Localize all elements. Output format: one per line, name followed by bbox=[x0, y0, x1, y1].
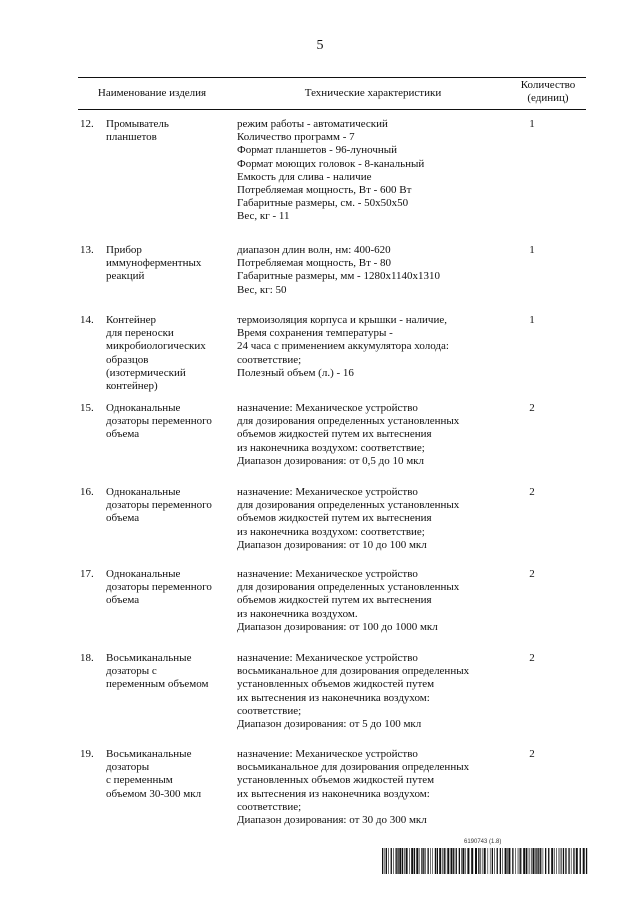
row-name-line: для переноски bbox=[106, 327, 174, 340]
barcode-bar bbox=[490, 848, 491, 874]
row-spec-line: назначение: Механическое устройство bbox=[237, 652, 418, 664]
barcode-bar bbox=[382, 848, 383, 874]
row-spec-line: назначение: Механическое устройство bbox=[237, 486, 418, 498]
row-number: 19. bbox=[80, 748, 94, 760]
barcode-bar bbox=[523, 848, 525, 874]
barcode-bar bbox=[475, 848, 477, 874]
barcode-bar bbox=[391, 848, 392, 874]
barcode-bar bbox=[512, 848, 513, 874]
table-row bbox=[78, 568, 586, 652]
header-name: Наименование изделия bbox=[97, 87, 207, 99]
barcode-label: 6190743 (1.8) bbox=[464, 839, 502, 845]
row-spec bbox=[237, 486, 507, 552]
row-spec-line: Габаритные размеры, мм - 1280х1140х1310 bbox=[237, 270, 441, 283]
barcode-bar bbox=[462, 848, 464, 874]
row-qty: 2 bbox=[529, 748, 535, 760]
table-row bbox=[78, 402, 586, 486]
barcode-bar bbox=[543, 848, 544, 874]
row-qty: 2 bbox=[529, 486, 535, 498]
header-spec: Технические характеристики bbox=[304, 87, 442, 99]
barcode-bar bbox=[526, 848, 527, 874]
row-name bbox=[106, 314, 228, 393]
row-spec-line: установленных объемов жидкостей путем bbox=[237, 678, 435, 691]
barcode-bar bbox=[540, 848, 541, 874]
row-spec-line: из наконечника воздухом: соответствие; bbox=[237, 441, 425, 454]
barcode-bar bbox=[536, 848, 537, 874]
barcode-bar bbox=[580, 848, 581, 874]
row-spec-line: назначение: Механическое устройство bbox=[237, 748, 418, 760]
row-spec-line: Диапазон дозирования: от 5 до 100 мкл bbox=[237, 718, 422, 731]
barcode-bar bbox=[396, 848, 397, 874]
row-spec-line: восьмиканальное для дозирования определенных bbox=[237, 665, 470, 678]
row-name-line: объема bbox=[106, 512, 140, 525]
barcode-bar bbox=[414, 848, 415, 874]
row-name-line: Одноканальные bbox=[106, 568, 181, 580]
barcode-bar bbox=[484, 848, 486, 874]
row-qty: 1 bbox=[529, 244, 535, 256]
barcode-bar bbox=[430, 848, 431, 874]
barcode-bar bbox=[528, 848, 529, 874]
barcode-bar bbox=[447, 848, 449, 874]
row-spec-line: диапазон длин волн, нм: 400-620 bbox=[237, 244, 391, 256]
row-name-line: с переменным bbox=[106, 774, 173, 787]
barcode-bar bbox=[432, 848, 433, 874]
barcode-bar bbox=[576, 848, 578, 874]
barcode-bar bbox=[480, 848, 481, 874]
row-spec-line: Количество программ - 7 bbox=[237, 131, 355, 144]
row-spec bbox=[237, 244, 507, 297]
barcode-bar bbox=[518, 848, 519, 874]
barcode-bar bbox=[548, 848, 549, 874]
row-spec-line: объемов жидкостей путем их вытеснения bbox=[237, 594, 432, 607]
row-name-line: микробиологических bbox=[106, 340, 206, 353]
barcode-bar bbox=[435, 848, 436, 874]
row-spec-line: Вес, кг: 50 bbox=[237, 283, 287, 296]
row-spec-line: соответствие; bbox=[237, 353, 302, 366]
row-number: 12. bbox=[80, 118, 94, 130]
row-spec bbox=[237, 118, 507, 224]
row-spec-line: из наконечника воздухом. bbox=[237, 607, 358, 620]
barcode-bar bbox=[437, 848, 438, 874]
barcode-bar bbox=[492, 848, 493, 874]
table-row bbox=[78, 486, 586, 568]
barcode-bar bbox=[531, 848, 532, 874]
row-name-line: Прибор bbox=[106, 244, 142, 256]
row-spec-line: Формат моющих головок - 8-канальный bbox=[237, 157, 425, 170]
barcode-bar bbox=[568, 848, 569, 874]
row-name-line: Восьмиканальные bbox=[106, 748, 192, 760]
barcode-bar bbox=[459, 848, 460, 874]
row-number: 16. bbox=[80, 486, 94, 498]
barcode-bar bbox=[453, 848, 454, 874]
row-name-line: дозаторы bbox=[106, 761, 150, 774]
barcode-bar bbox=[399, 848, 401, 874]
row-spec-line: Потребляемая мощность, Вт - 600 Вт bbox=[237, 184, 412, 197]
barcode-bar bbox=[505, 848, 507, 874]
barcode-bar bbox=[500, 848, 501, 874]
barcode-bar bbox=[385, 848, 386, 874]
row-name bbox=[106, 244, 228, 284]
barcode-bar bbox=[559, 848, 560, 874]
row-spec-line: Потребляемая мощность, Вт - 80 bbox=[237, 257, 392, 270]
barcode-bar bbox=[406, 848, 408, 874]
row-name-line: Восьмиканальные bbox=[106, 652, 192, 664]
row-spec-line: их вытеснения из наконечника воздухом: bbox=[237, 787, 430, 800]
table-body bbox=[78, 118, 586, 828]
barcode-bar bbox=[404, 848, 405, 874]
row-spec-line: Диапазон дозирования: от 100 до 1000 мкл bbox=[237, 620, 438, 633]
row-spec-line: восьмиканальное для дозирования определенных bbox=[237, 761, 470, 774]
row-name bbox=[106, 402, 228, 442]
barcode-bar bbox=[478, 848, 479, 874]
barcode-bar bbox=[583, 848, 585, 874]
row-name bbox=[106, 486, 228, 526]
barcode-bar bbox=[507, 848, 508, 874]
row-name-line: (изотермический bbox=[106, 366, 186, 379]
row-spec bbox=[237, 314, 507, 380]
barcode-bar bbox=[461, 848, 462, 874]
header-qty-line2: (единиц) bbox=[527, 92, 569, 104]
row-spec-line: Вес, кг - 11 bbox=[237, 210, 290, 223]
row-name-line: контейнер) bbox=[106, 380, 158, 393]
barcode-bar bbox=[586, 848, 587, 874]
barcode-bar bbox=[556, 848, 557, 874]
row-spec bbox=[237, 568, 507, 634]
barcode-bar bbox=[428, 848, 429, 874]
barcode-bar bbox=[565, 848, 566, 874]
row-spec-line: Диапазон дозирования: от 0,5 до 10 мкл bbox=[237, 454, 425, 467]
barcode-bar bbox=[545, 848, 546, 874]
row-spec-line: соответствие; bbox=[237, 704, 302, 717]
table-header bbox=[78, 77, 586, 110]
row-name-line: объема bbox=[106, 594, 140, 607]
row-number: 13. bbox=[80, 244, 94, 256]
row-name bbox=[106, 118, 228, 144]
barcode-bar bbox=[388, 848, 389, 874]
page-number: 5 bbox=[316, 38, 324, 53]
row-number: 17. bbox=[80, 568, 94, 580]
barcode-bar bbox=[419, 848, 420, 874]
barcode-bar bbox=[530, 848, 531, 874]
row-name bbox=[106, 568, 228, 608]
row-spec-line: для дозирования определенных установленных bbox=[237, 415, 460, 428]
barcode-bar bbox=[402, 848, 403, 874]
row-number: 15. bbox=[80, 402, 94, 414]
barcode-bar bbox=[535, 848, 536, 874]
row-spec-line: термоизоляция корпуса и крышки - наличие, bbox=[237, 314, 447, 326]
barcode-bar bbox=[411, 848, 413, 874]
barcode-icon bbox=[382, 848, 588, 874]
row-qty: 2 bbox=[529, 652, 535, 664]
row-spec-line: Полезный объем (л.) - 16 bbox=[237, 366, 354, 379]
row-name-line: Одноканальные bbox=[106, 402, 181, 414]
barcode-bar bbox=[482, 848, 483, 874]
row-spec-line: установленных объемов жидкостей путем bbox=[237, 774, 435, 787]
barcode-bar bbox=[409, 848, 410, 874]
barcode-bar bbox=[520, 848, 521, 874]
row-spec-line: назначение: Механическое устройство bbox=[237, 402, 418, 414]
barcode-bar bbox=[508, 848, 510, 874]
row-name-line: планшетов bbox=[106, 131, 157, 144]
barcode-bar bbox=[488, 848, 489, 874]
row-name-line: Одноканальные bbox=[106, 486, 181, 498]
row-name-line: объемом 30-300 мкл bbox=[106, 787, 202, 800]
barcode-bar bbox=[442, 848, 443, 874]
row-spec-line: объемов жидкостей путем их вытеснения bbox=[237, 428, 432, 441]
row-spec-line: Формат планшетов - 96-луночный bbox=[237, 144, 398, 157]
barcode-bar bbox=[444, 848, 445, 874]
row-name-line: дозаторы переменного bbox=[106, 581, 212, 594]
header-qty bbox=[510, 79, 586, 105]
row-spec-line: их вытеснения из наконечника воздухом: bbox=[237, 691, 430, 704]
row-qty: 2 bbox=[529, 568, 535, 580]
row-name-line: Промыватель bbox=[106, 118, 169, 130]
row-spec-line: режим работы - автоматический bbox=[237, 118, 388, 130]
row-spec-line: назначение: Механическое устройство bbox=[237, 568, 418, 580]
row-spec-line: Габаритные размеры, см. - 50х50х50 bbox=[237, 197, 409, 210]
row-number: 14. bbox=[80, 314, 94, 326]
row-spec-line: 24 часа с применением аккумулятора холода: bbox=[237, 340, 449, 353]
barcode-bar bbox=[515, 848, 516, 874]
barcode-bar bbox=[421, 848, 422, 874]
row-qty: 2 bbox=[529, 402, 535, 414]
row-qty: 1 bbox=[529, 314, 535, 326]
barcode-bar bbox=[439, 848, 441, 874]
barcode-bar bbox=[425, 848, 426, 874]
barcode-bar bbox=[560, 848, 561, 874]
row-spec-line: из наконечника воздухом: соответствие; bbox=[237, 525, 425, 538]
row-name-line: реакций bbox=[106, 270, 145, 283]
barcode-bar bbox=[497, 848, 498, 874]
barcode-bar bbox=[551, 848, 553, 874]
row-spec-line: соответствие; bbox=[237, 800, 302, 813]
barcode-bar bbox=[393, 848, 394, 874]
row-spec-line: Время сохранения температуры - bbox=[237, 327, 393, 340]
row-spec bbox=[237, 402, 507, 468]
table-row bbox=[78, 244, 586, 314]
table-row bbox=[78, 652, 586, 748]
row-name-line: объема bbox=[106, 428, 140, 441]
row-spec-line: Диапазон дозирования: от 30 до 300 мкл bbox=[237, 814, 427, 827]
row-name-line: Контейнер bbox=[106, 314, 157, 326]
barcode-bar bbox=[571, 848, 572, 874]
row-spec-line: для дозирования определенных установленных bbox=[237, 581, 460, 594]
row-name bbox=[106, 652, 228, 692]
row-spec bbox=[237, 652, 507, 731]
barcode-bar bbox=[554, 848, 555, 874]
barcode-bar bbox=[416, 848, 418, 874]
barcode-bar bbox=[533, 848, 535, 874]
barcode-bar bbox=[467, 848, 469, 874]
row-name-line: дозаторы с bbox=[106, 665, 157, 678]
barcode-bar bbox=[561, 848, 562, 874]
row-spec-line: для дозирования определенных установленных bbox=[237, 499, 460, 512]
barcode-bar bbox=[465, 848, 466, 874]
barcode-bar bbox=[386, 848, 387, 874]
row-spec-line: объемов жидкостей путем их вытеснения bbox=[237, 512, 432, 525]
barcode-bar bbox=[502, 848, 503, 874]
header-qty-line1: Количество bbox=[520, 79, 576, 91]
barcode-bar bbox=[494, 848, 495, 874]
barcode-bar bbox=[397, 848, 398, 874]
barcode-bar bbox=[563, 848, 564, 874]
barcode-bar bbox=[471, 848, 473, 874]
barcode-bar bbox=[456, 848, 457, 874]
table-row bbox=[78, 748, 586, 828]
row-name-line: дозаторы переменного bbox=[106, 499, 212, 512]
row-name-line: иммуноферментных bbox=[106, 257, 202, 270]
barcode-bar bbox=[423, 848, 424, 874]
barcode-bar bbox=[519, 848, 520, 874]
table-row bbox=[78, 118, 586, 244]
row-number: 18. bbox=[80, 652, 94, 664]
row-name bbox=[106, 748, 228, 801]
barcode-bar bbox=[573, 848, 574, 874]
barcode-bar bbox=[451, 848, 453, 874]
row-spec-line: Диапазон дозирования: от 10 до 100 мкл bbox=[237, 538, 427, 551]
row-name-line: дозаторы переменного bbox=[106, 415, 212, 428]
row-name-line: образцов bbox=[106, 353, 149, 366]
barcode-bar bbox=[538, 848, 539, 874]
row-qty: 1 bbox=[529, 118, 535, 130]
table-row bbox=[78, 314, 586, 402]
row-name-line: переменным объемом bbox=[106, 678, 209, 691]
row-spec bbox=[237, 748, 507, 827]
row-spec-line: Емкость для слива - наличие bbox=[237, 170, 372, 183]
barcode-bar bbox=[446, 848, 447, 874]
